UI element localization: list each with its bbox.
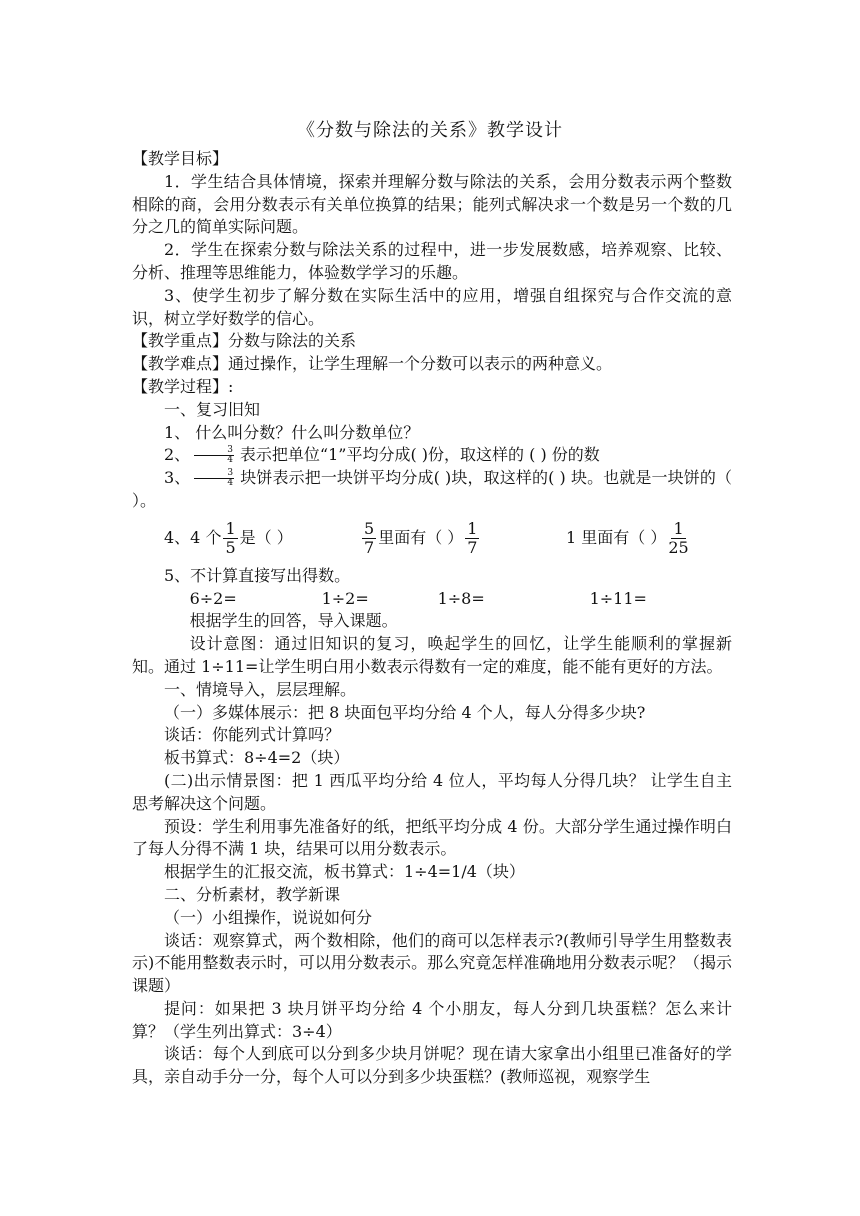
fraction-numerator: 5 xyxy=(364,519,375,539)
calc-item: 6÷2= xyxy=(189,588,237,608)
review-q4-part-c xyxy=(566,520,691,557)
difficulty-label: 【教学难点】 xyxy=(132,354,229,374)
review-q4-part-b xyxy=(360,520,550,557)
goal-item-3: 3、使学生初步了解分数在实际生活中的应用，增强自组探究与合作交流的意识，树立学好数学的信心。 xyxy=(132,285,732,328)
fraction-three-quarters xyxy=(194,446,234,465)
review-q4-c-prefix: 1 里面有（ ） xyxy=(566,528,667,548)
situation-s2: 谈话：你能列式计算吗？ xyxy=(164,725,341,745)
goal-item-1: 1．学生结合具体情境，探索并理解分数与除法的关系，会用分数表示两个整数相除的商，会用分数表示有关单位换算的结果；能列式解决求一个数是另一个数的几分之几的简单实际问题。 xyxy=(132,171,732,237)
key-point xyxy=(132,330,732,353)
fraction-numerator: 1 xyxy=(673,519,684,539)
difficulty-text: 通过操作，让学生理解一个分数可以表示的两种意义。 xyxy=(228,354,613,374)
situation-s6: 根据学生的汇报交流，板书算式：1÷4=1/4（块） xyxy=(164,862,525,882)
fraction-one-fifth xyxy=(223,520,237,557)
fraction-numerator: 1 xyxy=(467,519,478,539)
situation-s1: （一）多媒体展示：把 8 块面包平均分给 4 个人，每人分得多少块? xyxy=(164,702,646,722)
calc-row xyxy=(132,588,732,611)
calc-item: 1÷2= xyxy=(321,588,369,608)
analysis-a2: 谈话：观察算式，两个数相除，他们的商可以怎样表示?(教师引导学生用整数表示)不能用整数表示时，可以用分数表示。那么究竟怎样准确地用分数表示呢？（揭示课题） xyxy=(132,930,732,996)
analysis-a3: 提问：如果把 3 块月饼平均分给 4 个小朋友，每人分到几块蛋糕？怎么来计算？（学生列出算式：3÷4） xyxy=(132,998,732,1041)
review-q1: 1、 什么叫分数？什么叫分数单位？ xyxy=(164,422,420,442)
analysis-heading: 二、分析素材，教学新课 xyxy=(164,884,341,904)
document-body xyxy=(132,148,732,1089)
fraction-denominator: 25 xyxy=(668,538,689,558)
fraction-one-seventh xyxy=(465,520,479,557)
review-q2-prefix: 2、 xyxy=(164,445,191,465)
situation-heading: 一、情境导入，层层理解。 xyxy=(164,679,357,699)
fraction-numerator: 3 xyxy=(194,469,234,479)
review-q4 xyxy=(132,513,732,565)
review-q4-a-prefix: 4、4 个 xyxy=(164,528,222,548)
analysis-a4: 谈话：每个人到底可以分到多少块月饼呢？现在请大家拿出小组里已准备好的学具，亲自动手分一分，每个人可以分到多少块蛋糕？(教师巡视，观察学生 xyxy=(132,1044,732,1087)
fraction-denominator: 7 xyxy=(364,538,375,558)
goal-item-2: 2．学生在探索分数与除法关系的过程中，进一步发展数感，培养观察、比较、分析、推理等思维能力，体验数学学习的乐趣。 xyxy=(132,240,732,282)
calc-item: 1÷11= xyxy=(589,588,647,608)
difficulty xyxy=(132,353,732,376)
fraction-one-twentyfifth xyxy=(668,520,688,557)
review-q3-text: 块饼表示把一块饼平均分成( )块，取这样的( ) 块。也就是一块饼的（ ）。 xyxy=(132,468,732,510)
review-q2 xyxy=(132,444,732,467)
situation-s4: (二)出示情景图：把 1 西瓜平均分给 4 位人，平均每人分得几块？ 让学生自主思考解决这个问题。 xyxy=(132,770,732,813)
review-heading: 一、复习旧知 xyxy=(164,399,261,419)
review-q3 xyxy=(132,467,732,513)
key-point-text: 分数与除法的关系 xyxy=(228,331,357,351)
goals-heading: 【教学目标】 xyxy=(132,149,229,168)
fraction-denominator: 7 xyxy=(467,538,478,558)
situation-s5: 预设：学生利用事先准备好的纸，把纸平均分成 4 份。大部分学生通过操作明白了每人分得不满 1 块，结果可以用分数表示。 xyxy=(132,816,732,859)
fraction-numerator: 3 xyxy=(194,446,234,456)
key-point-label: 【教学重点】 xyxy=(132,331,229,351)
review-q4-b-mid: 里面有（ ） xyxy=(378,528,464,548)
fraction-three-quarters xyxy=(194,469,234,488)
review-q3-prefix: 3、 xyxy=(164,468,191,488)
fraction-five-sevenths xyxy=(362,520,376,557)
review-q2-text: 表示把单位“1”平均分成( )份，取这样的 ( ) 份的数 xyxy=(239,445,600,465)
review-q4-a-suffix: 是（ ） xyxy=(239,528,293,548)
analysis-a1: （一）小组操作，说说如何分 xyxy=(164,907,373,927)
review-reply: 根据学生的回答，导入课题。 xyxy=(189,611,398,631)
review-q4-part-a xyxy=(164,520,334,557)
process-heading: 【教学过程】: xyxy=(132,376,234,396)
document-title: 《分数与除法的关系》教学设计 xyxy=(297,120,563,141)
review-q5: 5、不计算直接写出得数。 xyxy=(164,565,351,585)
fraction-numerator: 1 xyxy=(225,519,236,539)
situation-s3: 板书算式：8÷4=2（块） xyxy=(164,748,350,768)
fraction-denominator: 4 xyxy=(227,478,234,489)
design-intent: 设计意图：通过旧知识的复习，唤起学生的回忆，让学生能顺利的掌握新知。通过 1÷11=让学生明白用小数表示得数有一定的难度，能不能有更好的方法。 xyxy=(132,634,732,676)
fraction-denominator: 5 xyxy=(225,538,236,558)
calc-item: 1÷8= xyxy=(437,588,485,608)
fraction-denominator: 4 xyxy=(227,455,233,466)
